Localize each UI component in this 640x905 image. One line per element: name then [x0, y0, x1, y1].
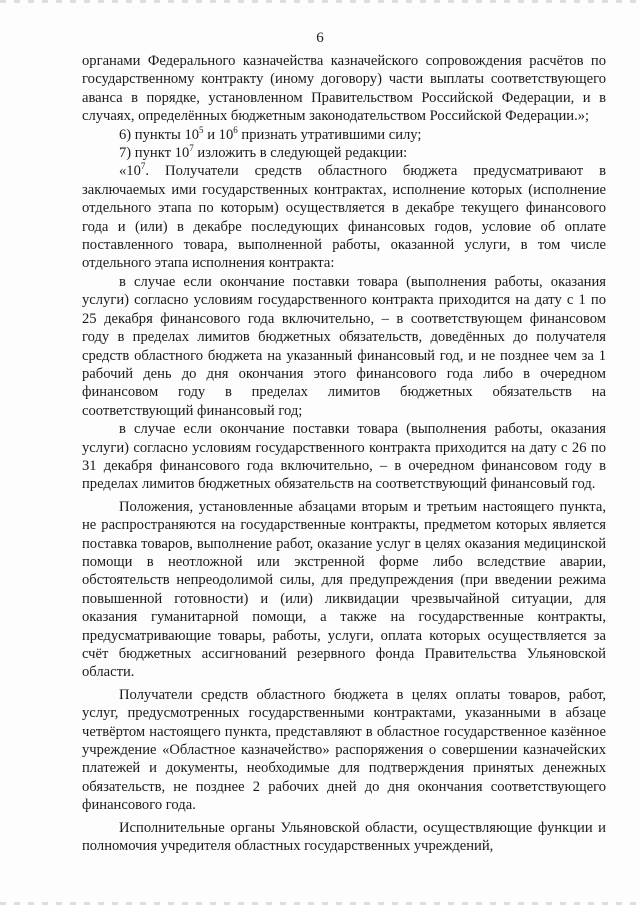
paragraph-2-sup-1: 5	[199, 124, 204, 135]
paragraph-3-text-a: 7) пункт 10	[119, 145, 190, 162]
paragraph-3	[82, 144, 606, 162]
paragraph-2-text-c: признать утратившими силу;	[237, 126, 422, 143]
paragraph-7: Положения, установленные абзацами вторым и третьим настоящего пункта, не распространяются на государственные контракты, предметом которых является поставка товаров, выполнение работ, оказание услуг в целях оказания медицинской помощи в неотложной или экстренной форме либо вследствие аварии, обстоятельств непреодолимой силы, для предупреждения (при введении режима повышенной готовности) и (или) ликвидации чрезвычайной ситуации, для оказания гуманитарной помощи, а также на государственные контракты, предусматривающие товары, работы, услуги, оплата которых осуществляется за счёт бюджетных ассигнований резервного фонда Правительства Ульяновской области.	[82, 498, 606, 681]
document-body	[82, 52, 606, 855]
paragraph-4-text-a: «10	[119, 163, 141, 180]
paragraph-6: в случае если окончание поставки товара (выполнения работы, оказания услуги) согласно условиям государственного контракта приходится на дату с 26 по 31 декабря финансового года включительно, – в очередном финансовом году в пределах лимитов бюджетных обязательств на соответствующий финансовый год.	[82, 421, 606, 493]
paragraph-4	[82, 162, 606, 272]
paragraph-3-text-b: изложить в следующей редакции:	[193, 145, 408, 162]
paragraph-2-sup-2: 6	[233, 124, 238, 135]
paragraph-9: Исполнительные органы Ульяновской области, осуществляющие функции и полномочия учредителя областных государственных учреждений,	[82, 819, 606, 855]
paragraph-5: в случае если окончание поставки товара (выполнения работы, оказания услуги) согласно условиям государственного контракта приходится на дату с 1 по 25 декабря финансового года включительно, – в соответствующем финансовом году в пределах лимитов бюджетных обязательств, доведённых до получателя средств областного бюджета на указанный финансовый год, и не позднее чем за 1 рабочий день до дня окончания этого финансового года либо в очередном финансовом году в пределах лимитов бюджетных обязательств на соответствующий финансовый год;	[82, 273, 606, 419]
paragraph-4-sup: 7	[140, 161, 146, 172]
paragraph-4-text-b: . Получатели средств областного бюджета предусматривают в заключаемых ими государственных контрактах, исполнение которых (исполнение отдельного этапа по которым) осуществляется в декабре текущего финансового года и (или) в декабре последующих финансовых годов, условие об оплате поставленного товара, выполненной работы, оказанной услуги, в том числе отдельного этапа исполнения контракта:	[82, 163, 606, 272]
paragraph-8: Получатели средств областного бюджета в целях оплаты товаров, работ, услуг, предусмотренных государственными контрактами, указанными в абзаце четвёртом настоящего пункта, представляют в областное государственное казённое учреждение «Областное казначейство» распоряжения о совершении казначейских платежей и документы, необходимые для подтверждения принятых денежных обязательств, не позднее 2 рабочих дней до дня окончания соответствующего финансового года.	[82, 686, 606, 814]
page-number: 6	[316, 30, 324, 46]
paragraph-1: органами Федерального казначейства казначейского сопровождения расчётов по государственному контракту (иному договору) части выплаты соответствующего аванса в порядке, установленном Правительством Российской Федерации, и в случаях, определённых бюджетным законодательством Российской Федерации.»;	[82, 53, 606, 125]
paragraph-3-sup: 7	[189, 143, 194, 154]
scan-edge-top	[0, 0, 640, 3]
paragraph-2-text-b: и 10	[203, 126, 234, 143]
paragraph-2	[82, 126, 606, 144]
paragraph-2-text-a: 6) пункты 10	[119, 126, 200, 143]
